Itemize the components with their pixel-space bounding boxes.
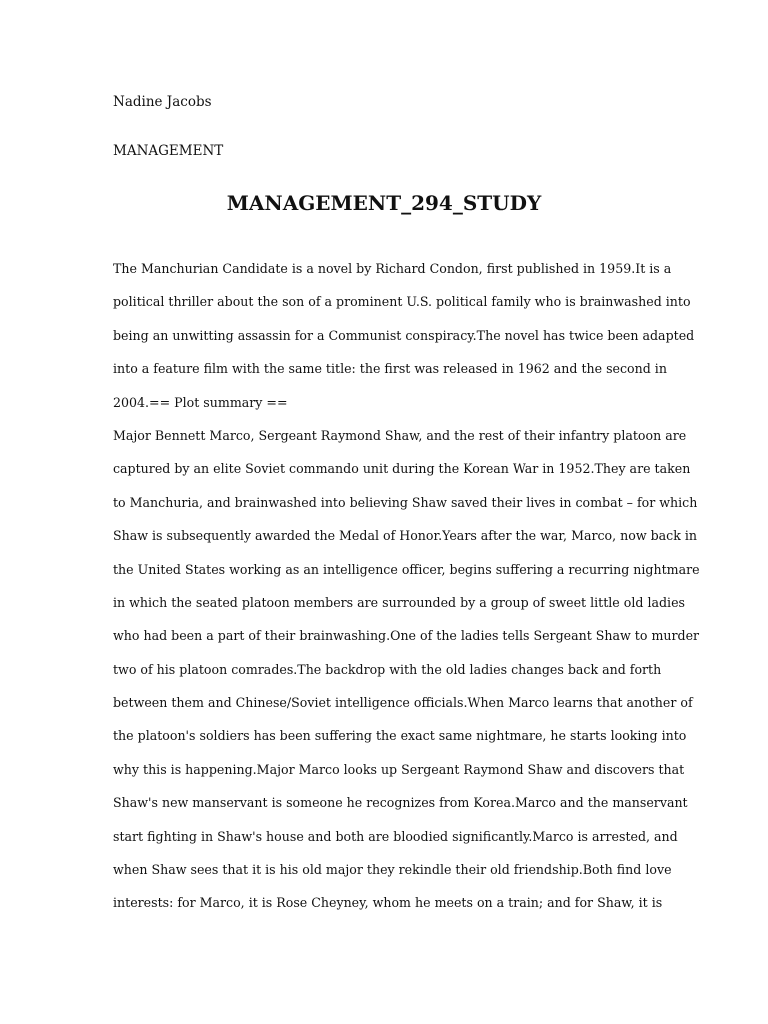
text-line: to Manchuria, and brainwashed into believing Shaw saved their lives in combat – for which	[113, 494, 698, 510]
text-line: Shaw's new manservant is someone he recognizes from Korea.Marco and the manservant	[113, 795, 688, 811]
text-line: into a feature film with the same title: the first was released in 1962 and the second in	[113, 361, 667, 377]
text-line: interests: for Marco, it is Rose Cheyney, whom he meets on a train; and for Shaw, it is	[113, 895, 663, 911]
text-line: start fighting in Shaw's house and both are bloodied significantly.Marco is arrested, and	[113, 828, 678, 844]
text-line: captured by an elite Soviet commando unit during the Korean War in 1952.They are taken	[113, 461, 691, 477]
text-line: why this is happening.Major Marco looks up Sergeant Raymond Shaw and discovers that	[113, 761, 685, 777]
text-line: between them and Chinese/Soviet intelligence officials.When Marco learns that another of	[113, 695, 693, 711]
text-line: being an unwitting assassin for a Communist conspiracy.The novel has twice been adapted	[113, 327, 695, 343]
course-name: MANAGEMENT	[113, 143, 224, 159]
text-line: political thriller about the son of a prominent U.S. political family who is brainwashed into	[113, 294, 691, 310]
author-name: Nadine Jacobs	[113, 94, 212, 110]
text-line: the platoon's soldiers has been suffering the exact same nightmare, he starts looking into	[113, 728, 687, 744]
text-line: Shaw is subsequently awarded the Medal of Honor.Years after the war, Marco, now back in	[113, 528, 698, 544]
text-line: two of his platoon comrades.The backdrop with the old ladies changes back and forth	[113, 661, 662, 677]
text-line: who had been a part of their brainwashing.One of the ladies tells Sergeant Shaw to murder	[113, 628, 700, 644]
document-title: MANAGEMENT_294_STUDY	[226, 191, 542, 215]
text-line: Major Bennett Marco, Sergeant Raymond Shaw, and the rest of their infantry platoon are	[113, 427, 687, 443]
text-line: The Manchurian Candidate is a novel by Richard Condon, first published in 1959.It is a	[113, 261, 672, 276]
text-line: 2004.== Plot summary ==	[113, 394, 288, 410]
body-text	[113, 252, 700, 920]
text-line: when Shaw sees that it is his old major they rekindle their old friendship.Both find love	[113, 862, 672, 878]
text-line: the United States working as an intelligence officer, begins suffering a recurring nightmare	[113, 561, 700, 577]
text-line: in which the seated platoon members are surrounded by a group of sweet little old ladies	[113, 594, 685, 610]
